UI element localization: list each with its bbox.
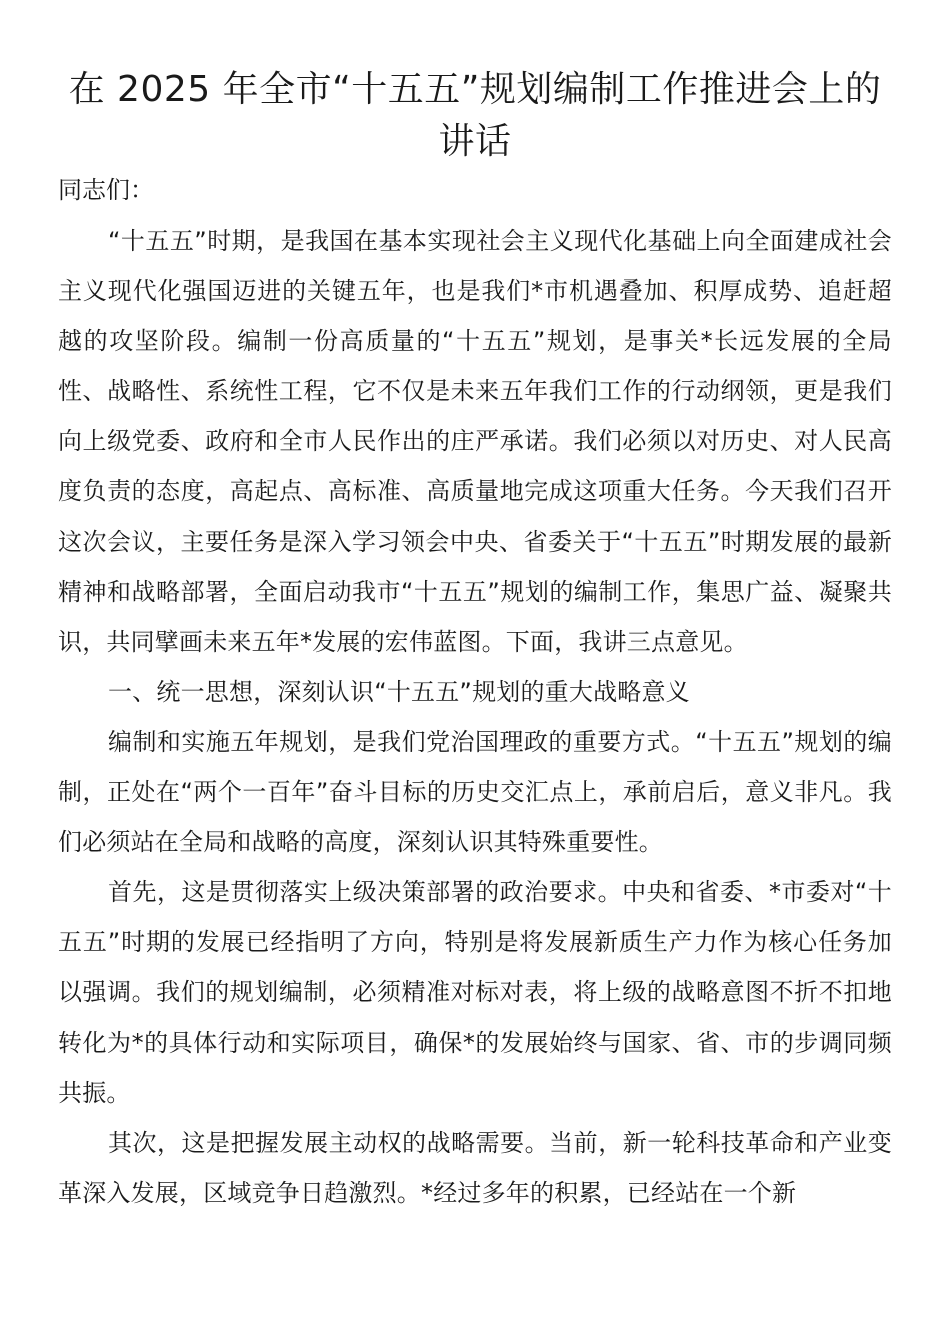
- paragraph-section-1-intro: 编制和实施五年规划，是我们党治国理政的重要方式。“十五五”规划的编制，正处在“两个一百年”奋斗目标的历史交汇点上，承前启后，意义非凡。我们必须站在全局和战略的高度，深刻认识其特殊重要性。: [58, 727, 892, 857]
- document-title-line-2: 讲话: [438, 121, 512, 162]
- paragraph-first-point: 首先，这是贯彻落实上级决策部署的政治要求。中央和省委、*市委对“十五五”时期的发展已经指明了方向，特别是将发展新质生产力作为核心任务加以强调。我们的规划编制，必须精准对标对表，将上级的战略意图不折不扣地转化为*的具体行动和实际项目，确保*的发展始终与国家、省、市的步调同频共振。: [58, 878, 892, 1107]
- salutation: 同志们：: [58, 176, 154, 204]
- paragraph-intro: “十五五”时期，是我国在基本实现社会主义现代化基础上向全面建成社会主义现代化强国迈进的关键五年，也是我们*市机遇叠加、积厚成势、追赶超越的攻坚阶段。编制一份高质量的“十五五”规划，是事关*长远发展的全局性、战略性、系统性工程，它不仅是未来五年我们工作的行动纲领，更是我们向上级党委、政府和全市人民作出的庄严承诺。我们必须以对历史、对人民高度负责的态度，高起点、高标准、高质量地完成这项重大任务。今天我们召开这次会议，主要任务是深入学习领会中央、省委关于“十五五”时期发展的最新精神和战略部署，全面启动我市“十五五”规划的编制工作，集思广益、凝聚共识，共同擘画未来五年*发展的宏伟蓝图。下面，我讲三点意见。: [58, 227, 892, 656]
- section-heading-1: 一、统一思想，深刻认识“十五五”规划的重大战略意义: [108, 677, 690, 706]
- document-title-line-1: 在 2025 年全市“十五五”规划编制工作推进会上的: [68, 69, 882, 110]
- document-body: [58, 216, 892, 1218]
- document-title: [40, 64, 910, 168]
- paragraph-second-point: 其次，这是把握发展主动权的战略需要。当前，新一轮科技革命和产业变革深入发展，区域竞争日趋激烈。*经过多年的积累，已经站在一个新: [58, 1128, 892, 1207]
